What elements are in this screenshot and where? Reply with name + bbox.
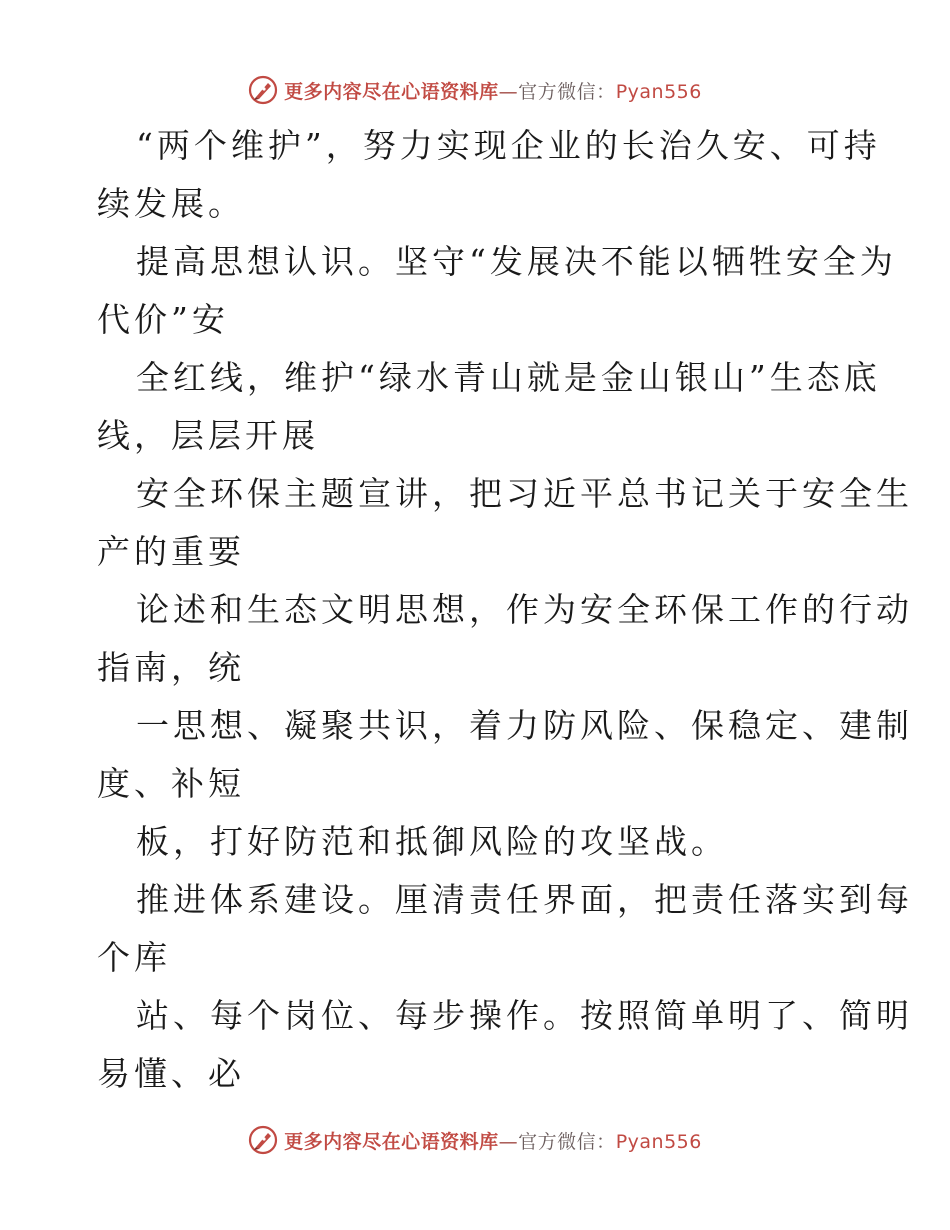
watermark-site: 更多内容尽在心语资料库 [284,1130,499,1153]
watermark-text [284,77,702,104]
watermark-group [248,1125,702,1155]
text-line: 度、补短 [97,764,245,803]
text-line: 续发展。 [97,184,245,223]
watermark-text [284,1127,702,1154]
watermark-label: 官方微信： [518,80,616,103]
pen-logo-icon [248,1125,278,1155]
text-line: 代价”安 [97,300,229,339]
watermark-dash: — [498,1130,519,1153]
text-line: 站、每个岗位、每步操作。按照简单明了、简明 [136,996,913,1035]
watermark-dash: — [498,80,519,103]
text-line: 易懂、必 [97,1054,245,1093]
footer-watermark [0,1120,950,1160]
text-line: 安全环保主题宣讲，把习近平总书记关于安全生 [136,474,913,513]
text-line: 板，打好防范和抵御风险的攻坚战。 [136,822,728,861]
text-line: 指南，统 [97,648,245,687]
text-line: 推进体系建设。厘清责任界面，把责任落实到每 [136,880,913,919]
watermark-group [248,75,702,105]
watermark-wechat-id: Pyan556 [615,1130,702,1153]
text-line: 全红线，维护“绿水青山就是金山银山”生态底 [136,358,881,397]
text-line: 个库 [97,938,171,977]
watermark-label: 官方微信： [518,1130,616,1153]
text-line: 提高思想认识。坚守“发展决不能以牺牲安全为 [136,242,897,281]
pen-logo-icon [248,75,278,105]
text-line: 一思想、凝聚共识，着力防风险、保稳定、建制 [136,706,913,745]
text-line: “两个维护”，努力实现企业的长治久安、可持 [136,126,881,165]
text-line: 论述和生态文明思想，作为安全环保工作的行动 [136,590,913,629]
text-line: 产的重要 [97,532,245,571]
header-watermark [0,70,950,110]
watermark-wechat-id: Pyan556 [615,80,702,103]
text-line: 线，层层开展 [97,416,319,455]
watermark-site: 更多内容尽在心语资料库 [284,80,499,103]
